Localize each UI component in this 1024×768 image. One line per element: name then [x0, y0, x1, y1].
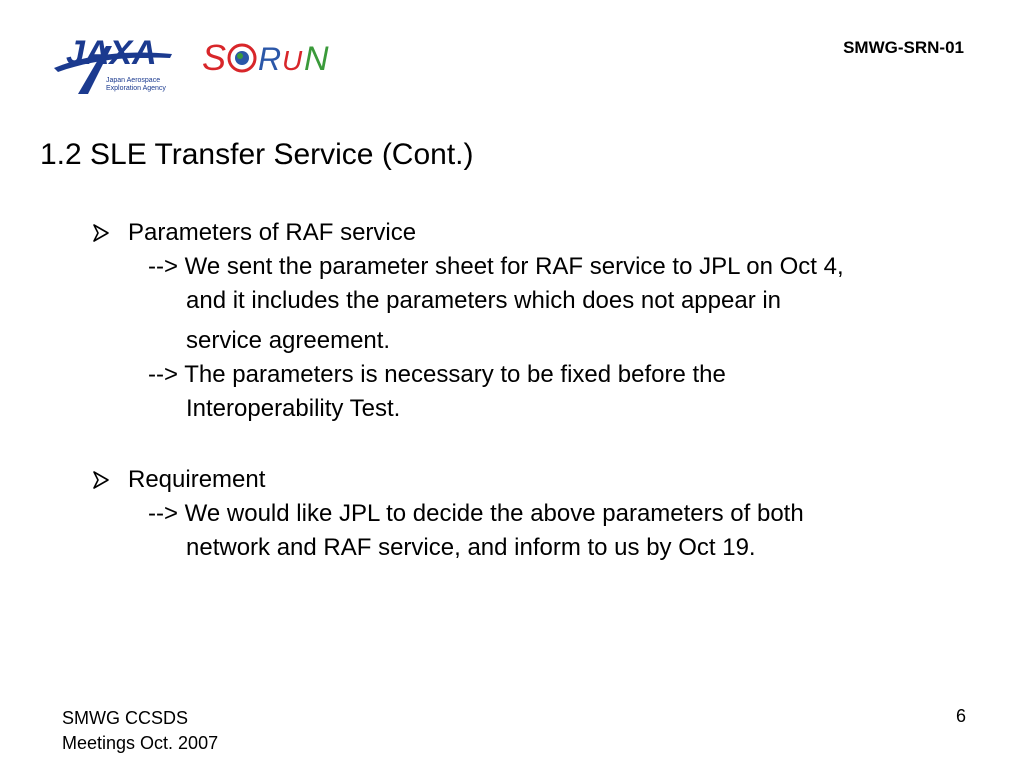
sub-item-line: --> We would like JPL to decide the above parameters of both [148, 500, 804, 527]
jaxa-wordmark: JAXA [66, 34, 157, 72]
sub-item-line: service agreement. [186, 327, 391, 354]
bullet-heading-row [90, 463, 990, 497]
jaxa-tagline-1: Japan Aerospace [106, 77, 161, 84]
svg-text:R: R [258, 41, 282, 77]
sub-item-line: --> The parameters is necessary to be fixed before the [148, 361, 726, 388]
footer-line-1: SMWG CCSDS [62, 708, 188, 728]
sub-item-line: Interoperability Test. [186, 395, 401, 422]
logo-area [48, 24, 348, 104]
sub-item-line: and it includes the parameters which does not appear in [186, 287, 782, 314]
svg-text:S: S [202, 37, 227, 78]
arrow-bullet-icon [90, 222, 112, 244]
bullet-heading: Parameters of RAF service [128, 219, 417, 246]
jaxa-tagline-2: Exploration Agency [106, 85, 166, 92]
sorun-logo [198, 26, 348, 86]
svg-text:N: N [304, 40, 329, 78]
footer-meeting-info [62, 706, 218, 756]
bullet-heading: Requirement [128, 466, 266, 493]
footer-line-2: Meetings Oct. 2007 [62, 733, 219, 753]
sub-item [148, 250, 990, 358]
bullet-heading-row [90, 216, 990, 250]
sub-item [148, 497, 990, 565]
document-id: SMWG-SRN-01 [843, 38, 964, 57]
slide-title: 1.2 SLE Transfer Service (Cont.) [40, 138, 474, 171]
svg-text:U: U [282, 45, 303, 76]
arrow-bullet-icon [90, 469, 112, 491]
bullet-parameters [90, 216, 990, 426]
jaxa-logo [48, 24, 188, 100]
sub-item [148, 358, 990, 426]
bullet-requirement [90, 463, 990, 565]
sub-item-line: --> We sent the parameter sheet for RAF service to JPL on Oct 4, [148, 253, 844, 280]
page-number: 6 [955, 706, 966, 726]
sub-item-line: network and RAF service, and inform to us by Oct 19. [186, 534, 756, 561]
